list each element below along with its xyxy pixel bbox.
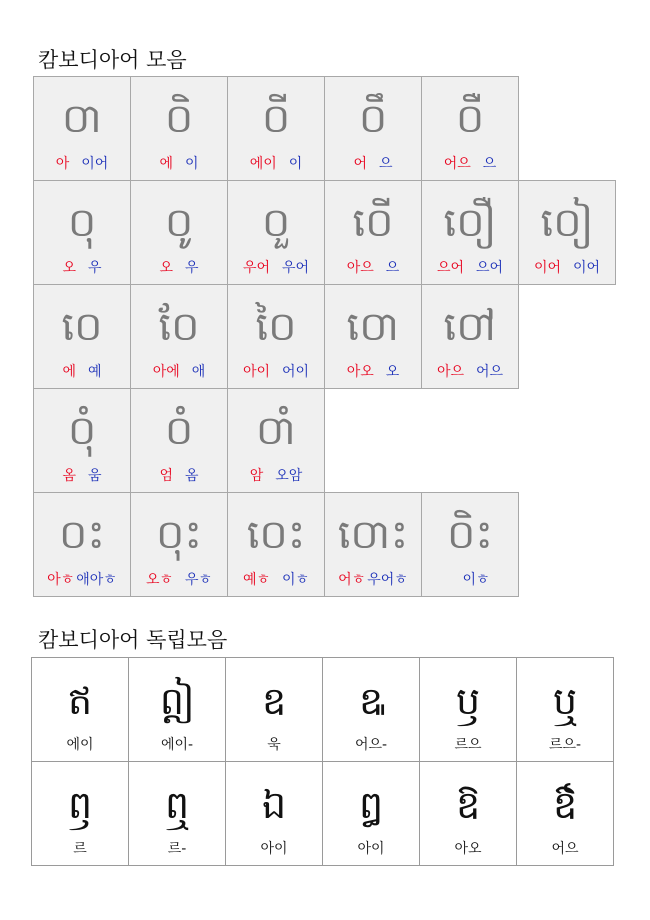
independent-vowel-label: 아오: [454, 841, 482, 857]
pronunciation-blue: 어이: [282, 364, 310, 380]
vowel-cell: [227, 76, 325, 181]
pronunciation-red: 옴: [62, 468, 76, 484]
independent-vowel-glyph: ឮ: [164, 783, 190, 827]
pronunciation-red: 오: [159, 260, 173, 276]
pronunciation-blue: 이: [288, 156, 303, 172]
pronunciation-red: 예ㅎ: [242, 572, 270, 588]
pronunciation-label: [325, 153, 421, 173]
pronunciation-label: [131, 465, 227, 485]
independent-vowel-label: 에이: [66, 737, 94, 753]
pronunciation-label: [34, 361, 130, 381]
vowel-glyph: [131, 87, 227, 151]
independent-vowel-glyph: ឬ: [552, 679, 578, 723]
pronunciation-blue: 우어: [282, 260, 310, 276]
vowel-cell: [33, 76, 131, 181]
pronunciation-blue: 예: [88, 364, 102, 380]
vowel-glyph: [131, 503, 227, 567]
pronunciation-label: [325, 569, 421, 589]
vowel-cell: [130, 76, 228, 181]
pronunciation-blue: 오암: [275, 468, 303, 484]
independent-vowel-cell: [419, 657, 517, 762]
independent-vowel-label: 에이-: [160, 737, 194, 753]
vowel-glyph: [131, 399, 227, 463]
pronunciation-blue: 애아ㅎ: [76, 572, 117, 588]
vowel-cell: [130, 388, 228, 493]
consonant-placeholder: ០: [255, 408, 297, 454]
pronunciation-label: [34, 257, 130, 277]
pronunciation-red: 아: [55, 156, 70, 172]
vowel-glyph: [422, 87, 518, 151]
independent-vowel-cell: [419, 761, 517, 866]
independent-vowel-glyph: ឭ: [67, 783, 93, 827]
independent-vowel-glyph: ឰ: [358, 783, 384, 827]
independent-vowel-cell: [322, 657, 420, 762]
independent-vowel-label: 어으: [551, 841, 579, 857]
vowel-cell: [324, 284, 422, 389]
consonant-placeholder: ០: [337, 512, 409, 558]
independent-vowel-cell: [128, 761, 226, 866]
vowel-glyph: [228, 399, 324, 463]
vowel-glyph: [34, 295, 130, 359]
consonant-placeholder: ០: [540, 200, 594, 246]
independent-vowel-glyph: ឧ: [261, 679, 287, 723]
vowel-glyph: [228, 87, 324, 151]
vowel-cell: [518, 180, 616, 285]
pronunciation-blue: 이ㅎ: [282, 572, 310, 588]
consonant-placeholder: ០: [352, 200, 394, 246]
pronunciation-label: [131, 257, 227, 277]
pronunciation-label: [131, 569, 227, 589]
pronunciation-red: 에: [159, 156, 173, 172]
consonant-placeholder: ០: [255, 304, 297, 350]
pronunciation-red: 우어: [242, 260, 270, 276]
pronunciation-red: 으어: [436, 260, 464, 276]
pronunciation-label: [228, 465, 324, 485]
consonant-placeholder: ០: [67, 408, 97, 454]
vowel-cell: [130, 492, 228, 597]
vowel-cell: [227, 180, 325, 285]
pronunciation-red: 에이: [249, 156, 277, 172]
vowel-cell: [227, 388, 325, 493]
vowel-cell: [33, 388, 131, 493]
consonant-placeholder: ០: [443, 200, 497, 246]
vowels-title: 캄보디아어 모음: [38, 48, 187, 72]
consonant-placeholder: ០: [156, 512, 202, 558]
independent-vowel-cell: [225, 657, 323, 762]
vowel-glyph: [422, 503, 518, 567]
independent-vowel-label: 르-: [167, 841, 187, 857]
pronunciation-label: [519, 257, 615, 277]
pronunciation-red: 오: [62, 260, 76, 276]
vowel-cell: [324, 180, 422, 285]
vowel-glyph: [34, 87, 130, 151]
independent-vowel-glyph: ឯ: [261, 783, 287, 827]
vowel-glyph: [131, 191, 227, 255]
vowel-cell: [130, 180, 228, 285]
independent-vowel-label: 아이: [357, 841, 385, 857]
vowel-glyph: [228, 503, 324, 567]
pronunciation-label: [422, 257, 518, 277]
vowel-glyph: [228, 191, 324, 255]
vowel-cell: [421, 284, 519, 389]
pronunciation-blue: 우: [88, 260, 102, 276]
consonant-placeholder: ០: [443, 304, 497, 350]
pronunciation-label: [228, 257, 324, 277]
vowel-glyph: [34, 191, 130, 255]
pronunciation-blue: 우ㅎ: [185, 572, 213, 588]
pronunciation-red: 아오: [346, 364, 374, 380]
pronunciation-label: [131, 153, 227, 173]
pronunciation-blue: 이ㅎ: [462, 572, 490, 588]
pronunciation-blue: 우어ㅎ: [367, 572, 408, 588]
consonant-placeholder: ០: [59, 512, 105, 558]
independent-vowel-label: 르으: [454, 737, 482, 753]
vowel-glyph: [325, 503, 421, 567]
pronunciation-blue: 어으: [476, 364, 504, 380]
pronunciation-red: 아으: [346, 260, 374, 276]
consonant-placeholder: ០: [61, 304, 103, 350]
pronunciation-label: [34, 153, 130, 173]
independent-vowel-cell: [322, 761, 420, 866]
pronunciation-red: 어ㅎ: [338, 572, 366, 588]
consonant-placeholder: ០: [346, 304, 400, 350]
vowel-cell: [33, 180, 131, 285]
consonant-placeholder: ០: [455, 96, 485, 142]
pronunciation-blue: 이어: [573, 260, 601, 276]
vowel-glyph: [519, 191, 615, 255]
independent-vowel-cell: [225, 761, 323, 866]
vowel-cell: [421, 76, 519, 181]
pronunciation-blue: 으: [385, 260, 400, 276]
vowel-glyph: [34, 399, 130, 463]
independent-vowel-cell: [128, 657, 226, 762]
pronunciation-label: [228, 361, 324, 381]
independent-vowel-label: 아이: [260, 841, 288, 857]
vowel-cell: [421, 180, 519, 285]
pronunciation-blue: 으: [482, 156, 497, 172]
consonant-placeholder: ០: [61, 96, 103, 142]
pronunciation-red: 엄: [159, 468, 173, 484]
vowel-glyph: [228, 295, 324, 359]
consonant-placeholder: ០: [447, 512, 493, 558]
vowel-glyph: [131, 295, 227, 359]
consonant-placeholder: ០: [261, 96, 291, 142]
vowel-glyph: [325, 87, 421, 151]
pronunciation-label: [34, 465, 130, 485]
pronunciation-red: 아이: [242, 364, 270, 380]
consonant-placeholder: ០: [158, 304, 200, 350]
independent-vowel-cell: [31, 761, 129, 866]
vowel-cell: [421, 492, 519, 597]
pronunciation-label: [228, 153, 324, 173]
pronunciation-red: 이어: [533, 260, 561, 276]
consonant-placeholder: ០: [358, 96, 388, 142]
vowel-cell: [227, 284, 325, 389]
independent-vowel-glyph: ឦ: [159, 679, 195, 723]
pronunciation-red: 아에: [152, 364, 180, 380]
vowel-cell: [227, 492, 325, 597]
pronunciation-red: 아ㅎ: [47, 572, 75, 588]
pronunciation-blue: 움: [88, 468, 102, 484]
pronunciation-blue: 으어: [476, 260, 504, 276]
vowel-glyph: [422, 191, 518, 255]
pronunciation-red: 에: [62, 364, 76, 380]
pronunciation-label: [34, 569, 130, 589]
consonant-placeholder: ០: [261, 200, 291, 246]
vowel-glyph: [34, 503, 130, 567]
consonant-placeholder: ០: [164, 408, 194, 454]
vowel-cell: [33, 284, 131, 389]
independent-vowel-glyph: ឥ: [67, 679, 93, 723]
consonant-placeholder: ០: [246, 512, 306, 558]
pronunciation-label: [325, 257, 421, 277]
consonant-placeholder: ០: [164, 200, 194, 246]
pronunciation-red: 암: [249, 468, 264, 484]
vowel-cell: [324, 492, 422, 597]
pronunciation-blue: 애: [191, 364, 206, 380]
independent-vowel-glyph: ឩ: [358, 679, 384, 723]
consonant-placeholder: ០: [67, 200, 97, 246]
independent-vowel-glyph: ឳ: [552, 783, 578, 827]
independent-vowel-label: 르으-: [548, 737, 582, 753]
pronunciation-blue: 이: [185, 156, 199, 172]
vowel-cell: [33, 492, 131, 597]
vowel-glyph: [325, 295, 421, 359]
independent-vowel-label: 어으-: [354, 737, 388, 753]
pronunciation-red: 어: [353, 156, 367, 172]
vowel-glyph: [325, 191, 421, 255]
pronunciation-blue: 이어: [81, 156, 109, 172]
pronunciation-label: [422, 569, 518, 589]
pronunciation-label: [325, 361, 421, 381]
pronunciation-red: 어으: [443, 156, 471, 172]
consonant-placeholder: ០: [164, 96, 194, 142]
vowel-cell: [130, 284, 228, 389]
pronunciation-blue: 으: [379, 156, 393, 172]
independent-vowel-glyph: ឱ: [455, 783, 481, 827]
pronunciation-label: [422, 361, 518, 381]
pronunciation-blue: 옴: [185, 468, 199, 484]
independent-vowel-glyph: ឫ: [455, 679, 481, 723]
pronunciation-red: 오ㅎ: [145, 572, 173, 588]
pronunciation-blue: 오: [385, 364, 400, 380]
pronunciation-label: [422, 153, 518, 173]
pronunciation-red: 아으: [436, 364, 464, 380]
independent-vowels-title: 캄보디아어 독립모음: [38, 628, 228, 652]
independent-vowel-cell: [31, 657, 129, 762]
pronunciation-blue: 우: [185, 260, 199, 276]
pronunciation-label: [228, 569, 324, 589]
pronunciation-label: [131, 361, 227, 381]
independent-vowel-cell: [516, 761, 614, 866]
independent-vowel-label: 르: [73, 841, 87, 857]
independent-vowel-label: 욱: [267, 737, 281, 753]
independent-vowel-cell: [516, 657, 614, 762]
vowel-cell: [324, 76, 422, 181]
vowel-glyph: [422, 295, 518, 359]
